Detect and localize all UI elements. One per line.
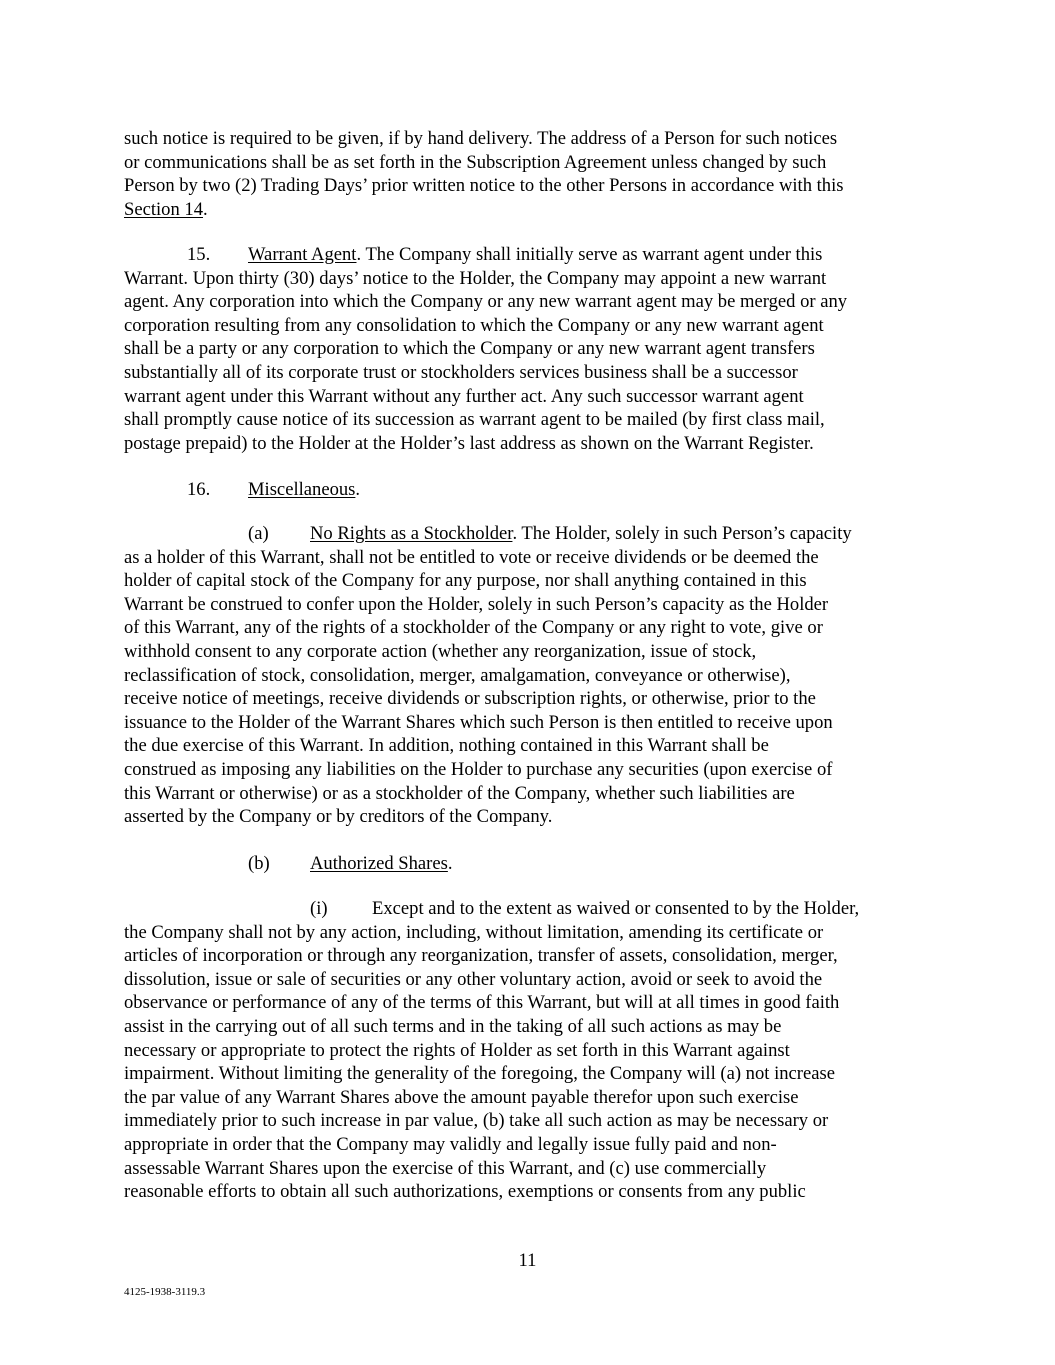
text-run: substantially all of its corporate trust or stockholders services business shall be a successor — [124, 361, 798, 383]
text-line — [124, 569, 852, 593]
text-line — [124, 852, 453, 876]
text-run: agent. Any corporation into which the Company or any new warrant agent may be merged or any — [124, 291, 848, 313]
text-line — [124, 711, 852, 735]
text-run: as a holder of this Warrant, shall not be entitled to vote or receive dividends or be deemed the — [124, 546, 819, 568]
text-run: corporation resulting from any consolidation to which the Company or any new warrant agent — [124, 314, 824, 336]
text-run: . — [355, 479, 361, 500]
text-run: postage prepaid) to the Holder at the Holder’s last address as shown on the Warrant Register. — [124, 432, 814, 454]
text-line — [124, 921, 859, 945]
text-line — [124, 337, 847, 361]
section-16-miscellaneous — [124, 478, 360, 502]
section-number: (i) — [310, 898, 328, 919]
section-number: (a) — [248, 523, 269, 544]
section-16b-i — [124, 897, 859, 1204]
text-run: holder of capital stock of the Company for any purpose, nor shall anything contained in this — [124, 570, 807, 592]
section-number: 15. — [187, 244, 211, 265]
text-line — [124, 734, 852, 758]
text-run: asserted by the Company or by creditors of the Company. — [124, 806, 553, 828]
text-line — [124, 546, 852, 570]
document-id: 4125-1938-3119.3 — [124, 1286, 206, 1298]
text-run: dissolution, issue or sale of securities or any other voluntary action, avoid or seek to avoid the — [124, 968, 823, 990]
text-run: construed as imposing any liabilities on the Holder to purchase any securities (upon exercise of — [124, 758, 833, 780]
text-run: the due exercise of this Warrant. In addition, nothing contained in this Warrant shall be — [124, 735, 769, 757]
text-line — [124, 361, 847, 385]
text-line — [124, 968, 859, 992]
text-run: . The Company shall initially serve as warrant agent under this — [356, 244, 823, 265]
text-run: Warrant be construed to confer upon the Holder, solely in such Person’s capacity as the Holder — [124, 593, 829, 615]
page-number: 11 — [518, 1250, 537, 1271]
text-run: warrant agent under this Warrant without any further act. Any such successor warrant agent — [124, 385, 804, 407]
text-run: immediately prior to such increase in par value, (b) take all such action as may be necessary or — [124, 1110, 829, 1132]
text-line — [124, 290, 847, 314]
text-run: assist in the carrying out of all such terms and in the taking of all such actions as may be — [124, 1015, 782, 1037]
text-run: impairment. Without limiting the generality of the foregoing, the Company will (a) not increase — [124, 1063, 835, 1085]
text-run: of this Warrant, any of the rights of a stockholder of the Company or any right to vote, give or — [124, 617, 823, 639]
paragraph-notice-continuation — [124, 127, 844, 221]
text-line — [124, 640, 852, 664]
text-run: articles of incorporation or through any reorganization, transfer of assets, consolidation, merger, — [124, 945, 838, 967]
section-heading: No Rights as a Stockholder — [310, 523, 513, 544]
text-line — [124, 758, 852, 782]
text-run: Person by two (2) Trading Days’ prior written notice to the other Persons in accordance with this — [124, 175, 844, 197]
section-heading: Section 14 — [124, 198, 204, 220]
text-line — [124, 991, 859, 1015]
text-line — [124, 1062, 859, 1086]
text-line — [124, 1180, 859, 1204]
text-run: reasonable efforts to obtain all such authorizations, exemptions or consents from any public — [124, 1181, 806, 1203]
text-run: issuance to the Holder of the Warrant Shares which such Person is then entitled to receive upon — [124, 711, 833, 733]
text-run: assessable Warrant Shares upon the exercise of this Warrant, and (c) use commercially — [124, 1157, 767, 1179]
text-line — [124, 1086, 859, 1110]
text-line — [124, 593, 852, 617]
text-run: such notice is required to be given, if by hand delivery. The address of a Person for such notices — [124, 128, 838, 149]
text-run: . The Holder, solely in such Person’s capacity — [512, 523, 852, 544]
section-number: (b) — [248, 853, 270, 874]
text-run: the Company shall not by any action, including, without limitation, amending its certificate or — [124, 921, 824, 943]
text-run: the par value of any Warrant Shares above the amount payable therefor upon such exercise — [124, 1086, 799, 1108]
text-line — [124, 478, 360, 502]
text-line — [124, 522, 852, 546]
text-line — [124, 1015, 859, 1039]
text-line — [124, 1157, 859, 1181]
text-run: observance or performance of any of the terms of this Warrant, but will at all times in good faith — [124, 992, 840, 1014]
text-run: or communications shall be as set forth in the Subscription Agreement unless changed by such — [124, 151, 827, 173]
text-run: withhold consent to any corporate action (whether any reorganization, issue of stock, — [124, 640, 757, 662]
text-line — [124, 314, 847, 338]
text-line — [124, 243, 847, 267]
section-16b-authorized-shares — [124, 852, 453, 876]
text-line — [124, 687, 852, 711]
text-run: this Warrant or otherwise) or as a stockholder of the Company, whether such liabilities are — [124, 782, 795, 804]
text-line — [124, 198, 844, 222]
text-line — [124, 1039, 859, 1063]
section-15-warrant-agent — [124, 243, 847, 455]
text-line — [124, 1133, 859, 1157]
text-line — [124, 782, 852, 806]
text-run: Except and to the extent as waived or consented to by the Holder, — [372, 898, 860, 919]
text-line — [124, 267, 847, 291]
section-number: 16. — [187, 479, 211, 500]
text-line — [124, 805, 852, 829]
text-run: receive notice of meetings, receive dividends or subscription rights, or otherwise, prior to the — [124, 688, 816, 710]
text-line — [124, 432, 847, 456]
text-run: shall be a party or any corporation to which the Company or any new warrant agent transfers — [124, 338, 815, 360]
text-line — [124, 151, 844, 175]
section-16a-no-rights — [124, 522, 852, 829]
text-line — [124, 664, 852, 688]
text-line — [124, 897, 859, 921]
text-run: . — [447, 853, 453, 874]
text-run: shall promptly cause notice of its succession as warrant agent to be mailed (by first class mail, — [124, 409, 825, 431]
text-line — [124, 944, 859, 968]
section-heading: Authorized Shares — [310, 853, 448, 874]
text-run: reclassification of stock, consolidation, merger, amalgamation, conveyance or otherwise), — [124, 664, 791, 686]
text-line — [124, 174, 844, 198]
section-heading: Warrant Agent — [248, 244, 357, 265]
text-line — [124, 127, 844, 151]
text-line — [124, 616, 852, 640]
text-line — [124, 1109, 859, 1133]
text-line — [124, 408, 847, 432]
text-run: . — [203, 198, 208, 220]
text-run: necessary or appropriate to protect the rights of Holder as set forth in this Warrant against — [124, 1039, 790, 1061]
section-heading: Miscellaneous — [248, 479, 356, 500]
text-run: appropriate in order that the Company may validly and legally issue fully paid and non- — [124, 1133, 777, 1155]
text-line — [124, 385, 847, 409]
text-run: Warrant. Upon thirty (30) days’ notice to the Holder, the Company may appoint a new warrant — [124, 267, 827, 289]
